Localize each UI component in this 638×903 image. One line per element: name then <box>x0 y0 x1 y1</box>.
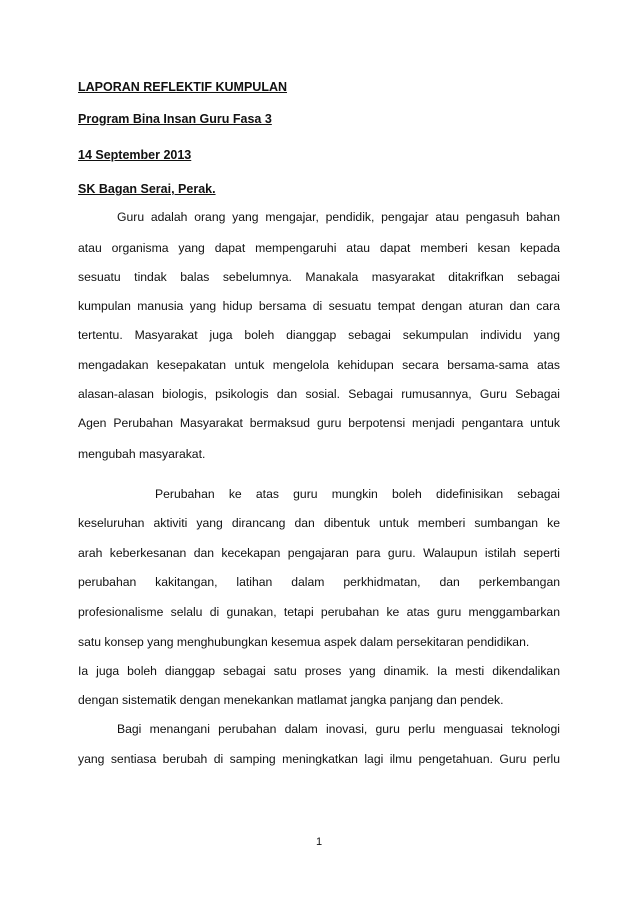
page-number: 1 <box>315 836 323 848</box>
body-line: Ia juga boleh dianggap sebagai satu proses yang dinamik. Ia mesti dikendalikan <box>78 664 560 678</box>
body-line: alasan-alasan biologis, psikologis dan sosial. Sebagai rumusannya, Guru Sebagai <box>78 387 560 401</box>
body-line: atau organisma yang dapat mempengaruhi atau dapat memberi kesan kepada <box>78 241 560 255</box>
body-line: sesuatu tindak balas sebelumnya. Manakala masyarakat ditakrifkan sebagai <box>78 270 560 284</box>
body-line: Guru adalah orang yang mengajar, pendidik, pengajar atau pengasuh bahan <box>117 210 560 224</box>
body-line: tertentu. Masyarakat juga boleh dianggap sebagai sekumpulan individu yang <box>78 328 560 342</box>
body-line: profesionalisme selalu di gunakan, tetapi perubahan ke atas guru menggambarkan <box>78 605 560 619</box>
body-line: Bagi menangani perubahan dalam inovasi, guru perlu menguasai teknologi <box>117 722 560 736</box>
report-date: 14 September 2013 <box>78 148 192 162</box>
body-line: arah keberkesanan dan kecekapan pengajaran para guru. Walaupun istilah seperti <box>78 546 560 560</box>
body-line: satu konsep yang menghubungkan kesemua aspek dalam persekitaran pendidikan. <box>78 635 530 649</box>
report-title: LAPORAN REFLEKTIF KUMPULAN <box>78 80 288 94</box>
body-line: kumpulan manusia yang hidup bersama di sesuatu tempat dengan aturan dan cara <box>78 299 560 313</box>
body-line: dengan sistematik dengan menekankan matlamat jangka panjang dan pendek. <box>78 693 504 707</box>
program-name: Program Bina Insan Guru Fasa 3 <box>78 112 272 126</box>
body-line: keseluruhan aktiviti yang dirancang dan dibentuk untuk memberi sumbangan ke <box>78 516 560 530</box>
body-line: mengubah masyarakat. <box>78 447 206 461</box>
body-line: Perubahan ke atas guru mungkin boleh didefinisikan sebagai <box>155 487 560 501</box>
body-line: perubahan kakitangan, latihan dalam perkhidmatan, dan perkembangan <box>78 575 560 589</box>
body-line: yang sentiasa berubah di samping meningkatkan lagi ilmu pengetahuan. Guru perlu <box>78 752 560 766</box>
body-line: Agen Perubahan Masyarakat bermaksud guru berpotensi menjadi pengantara untuk <box>78 416 560 430</box>
school-location: SK Bagan Serai, Perak. <box>78 182 216 196</box>
body-line: mengadakan kesepakatan untuk mengelola kehidupan secara bersama-sama atas <box>78 358 560 372</box>
